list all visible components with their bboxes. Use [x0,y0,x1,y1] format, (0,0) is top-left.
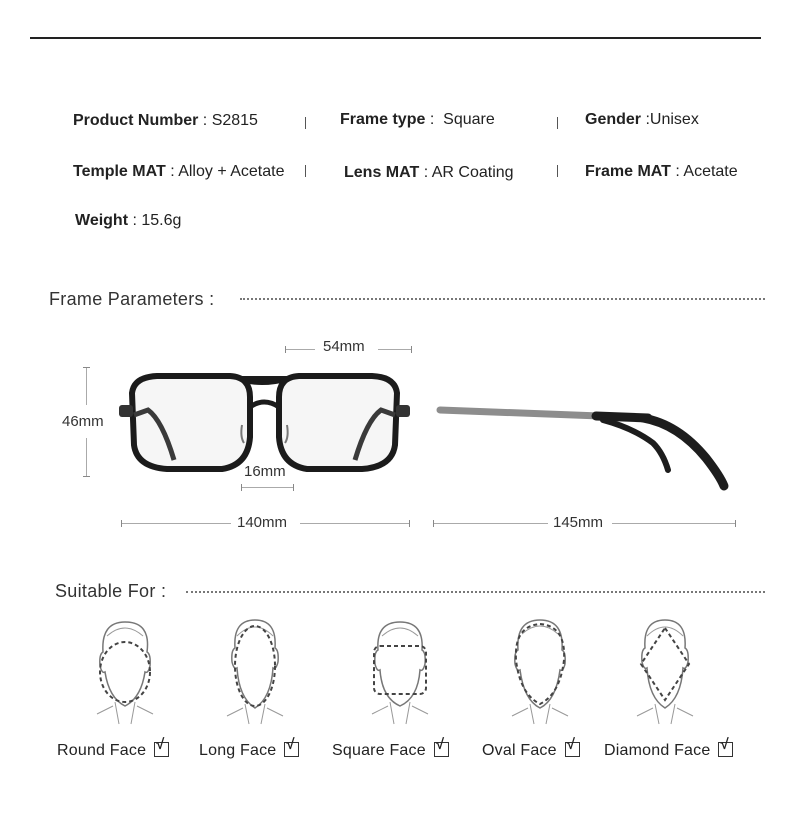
dim-tick [83,476,90,477]
dim-line [285,349,315,350]
checkbox-icon [565,736,580,757]
spec-separator [305,165,306,177]
face-label: Square Face [332,742,426,759]
checkbox-icon [434,736,449,757]
dim-line [86,438,87,476]
spec-temple-mat: Temple MAT : Alloy + Acetate [73,163,285,180]
check-mark: √ [156,736,165,753]
spec-value: Unisex [649,111,699,128]
diamond-face-icon [625,614,705,726]
frame-width-label: 140mm [237,514,288,531]
dotted-divider [240,298,765,300]
spec-lens-mat: Lens MAT : AR Coating [344,164,514,181]
frame-parameters-title: Frame Parameters : [49,289,215,309]
dim-tick [285,346,286,353]
face-option-diamond [604,736,733,760]
check-mark: √ [720,736,729,753]
temple-side-icon [438,398,738,498]
dim-tick [241,484,242,491]
spec-label: Frame MAT [585,163,671,180]
checkbox-icon [284,736,299,757]
round-face-icon [85,614,165,726]
long-face-icon [215,614,295,726]
dim-tick [433,520,434,527]
face-option-long [199,736,299,760]
face-option-square [332,736,449,760]
lens-height-label: 46mm [62,413,104,430]
dim-tick [83,367,90,368]
lens-width-label: 54mm [323,338,365,355]
dim-line [121,523,231,524]
spec-label: Weight [75,212,129,229]
dim-line [241,487,293,488]
dim-line [612,523,736,524]
temple-length-label: 145mm [553,514,604,531]
dim-line [433,523,548,524]
face-label: Long Face [199,742,277,759]
checkbox-icon [154,736,169,757]
dotted-divider [186,591,765,593]
face-option-round [57,736,169,760]
spec-value: Acetate [683,163,738,180]
face-label: Oval Face [482,742,557,759]
spec-weight: Weight : 15.6g [75,212,182,229]
spec-value: Alloy + Acetate [178,163,285,180]
bridge-label: 16mm [244,463,286,480]
spec-product-number: Product Number : S2815 [73,112,258,129]
check-mark: √ [435,736,445,753]
dim-tick [293,484,294,491]
check-mark: √ [566,736,576,753]
face-label: Round Face [57,742,147,759]
spec-label: Frame type [340,111,426,128]
spec-frame-type: Frame type : Square [340,111,495,128]
face-option-oval [482,736,580,760]
spec-value: S2815 [211,112,258,129]
spec-gender: Gender :Unisex [585,111,699,128]
spec-value: AR Coating [431,164,514,181]
spec-separator [557,165,558,177]
top-divider [30,37,761,39]
dim-tick [411,346,412,353]
square-face-icon [360,614,440,726]
face-label: Diamond Face [604,742,711,759]
spec-separator [305,117,306,129]
spec-label: Temple MAT [73,163,166,180]
oval-face-icon [500,614,580,726]
spec-separator [557,117,558,129]
check-mark: √ [286,736,295,753]
spec-value: 15.6g [141,212,182,229]
dim-tick [409,520,410,527]
dim-tick [735,520,736,527]
dim-line [300,523,410,524]
suitable-for-title: Suitable For : [55,581,167,601]
dim-line [86,367,87,405]
dim-line [378,349,412,350]
spec-label: Gender [585,111,642,128]
checkbox-icon [718,736,733,757]
spec-value: Square [443,111,495,128]
spec-label: Lens MAT [344,164,420,181]
spec-frame-mat: Frame MAT : Acetate [585,163,738,180]
spec-label: Product Number [73,112,199,129]
dim-tick [121,520,122,527]
